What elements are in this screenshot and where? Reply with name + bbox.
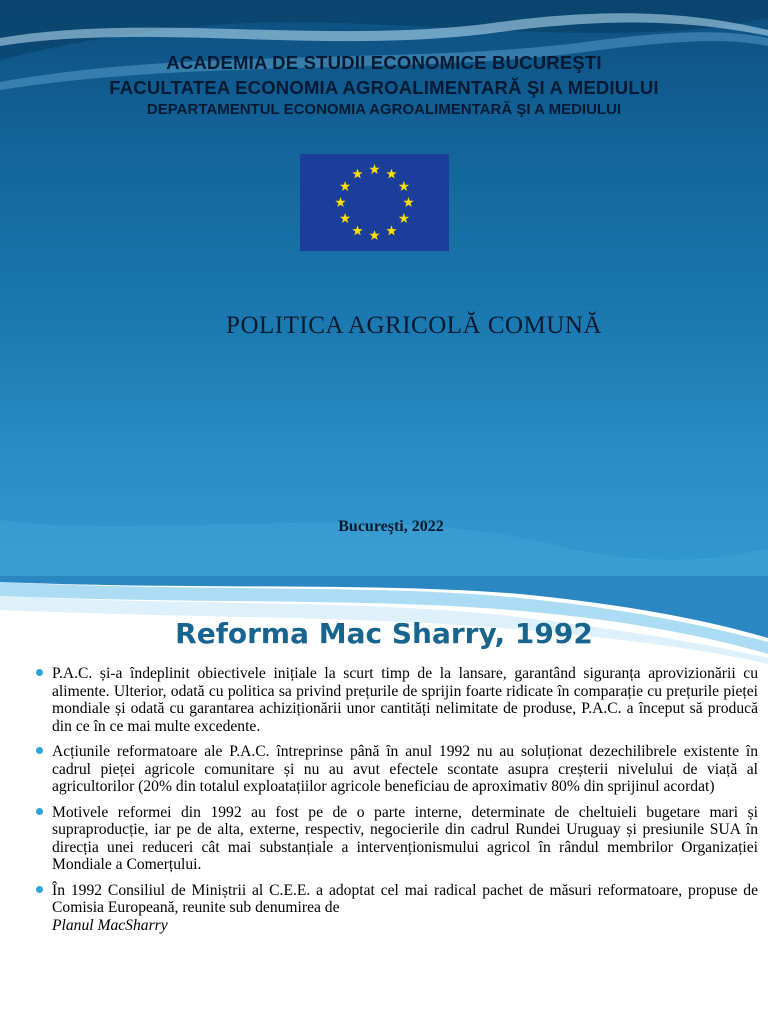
bullet-text: În 1992 Consiliul de Miniștrii al C.E.E. a adoptat cel mai radical pachet de măsuri reformatoare, propuse de Comisia Europeană, reunite sub denumirea de — [52, 881, 758, 916]
bullet-item — [52, 804, 758, 874]
bullet-dot-icon — [36, 747, 43, 754]
bullet-dot-icon — [36, 669, 43, 676]
eu-flag-icon — [300, 154, 449, 251]
bullet-text-italic: Planul MacSharry — [52, 916, 168, 934]
bullet-item — [52, 882, 758, 935]
bullet-text: Acțiunile reformatoare ale P.A.C. întreprinse până în anul 1992 nu au soluționat dezechilibrele existente în cadrul pieței agricole comunitare și nu au avut efectele scontate asupra creșterii nivelului de viață al agricultorilor (20% din totalul exploatațiilor agricole beneficiau de aproximativ 80% din sprijinul acordat) — [52, 743, 758, 795]
bullet-item — [52, 665, 758, 735]
presentation-title: POLITICA AGRICOLĂ COMUNĂ — [226, 312, 602, 339]
bullet-text: Motivele reformei din 1992 au fost pe de o parte interne, determinate de cheltuieli bugetare mari și supraproducție, iar pe de alta, externe, respectiv, negocierile din cadrul Rundei Uruguay și presiunile SUA în direcția unei reduceri cât mai substanțiale a intervenționismului agricol în rândul membrilor Organizației Mondiale a Comerțului. — [52, 803, 758, 873]
presentation-date: Bucureşti, 2022 — [338, 518, 444, 535]
bullet-text: P.A.C. și-a îndeplinit obiectivele inițiale la scurt timp de la lansare, garantând siguranța aprovizionării cu alimente. Ulterior, odată cu politica sa privind prețurile de sprijin foarte ridicate în comparație cu prețurile pieței mondiale și odată cu garantarea achiziționării unor cantități nelimitate de produse, P.A.C. a început să producă din ce în ce mai multe excedente. — [52, 665, 758, 735]
header-department: DEPARTAMENTUL ECONOMIA AGROALIMENTARĂ ŞI A MEDIULUI — [146, 101, 622, 118]
bullet-dot-icon — [36, 886, 43, 893]
bullet-dot-icon — [36, 808, 43, 815]
header-university: ACADEMIA DE STUDII ECONOMICE BUCUREŞTI — [166, 52, 602, 73]
bullet-item — [52, 743, 758, 796]
content-slide — [0, 576, 768, 1024]
slide-title: Reforma Mac Sharry, 1992 — [175, 617, 593, 650]
header-faculty: FACULTATEA ECONOMIA AGROALIMENTARĂ ŞI A MEDIULUI — [109, 77, 659, 98]
bullet-list — [52, 665, 758, 942]
